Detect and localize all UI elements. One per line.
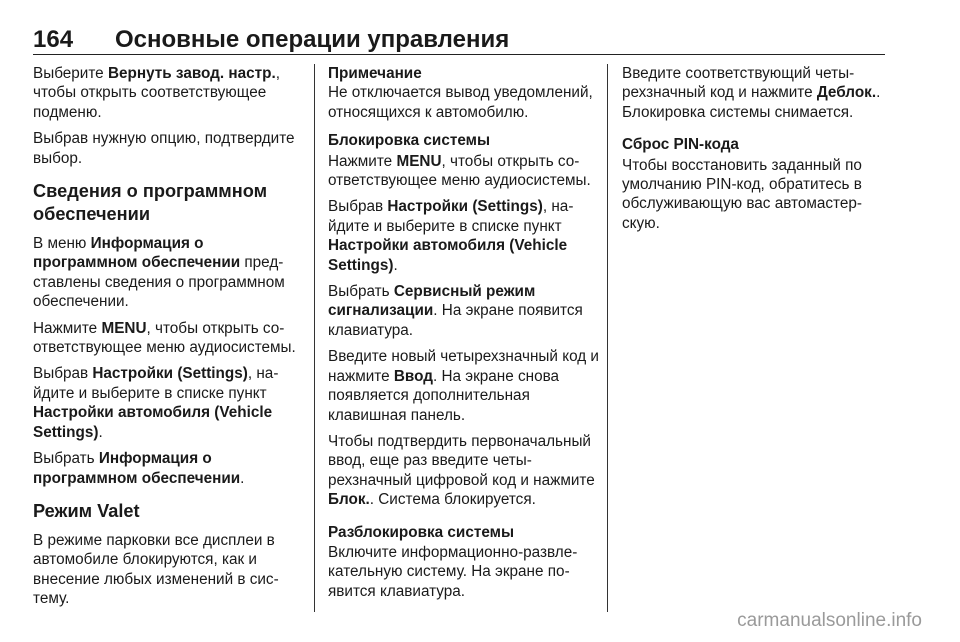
menu-item-reference: Информация о программном обеспечении xyxy=(33,235,241,272)
subheading-system-unlock: Разблокировка системы xyxy=(328,523,515,541)
paragraph: Нажмите MENU, чтобы открыть соответствующее меню аудиосистемы. xyxy=(33,319,296,357)
note-box xyxy=(328,64,600,122)
paragraph: Выбрав Настройки (Settings), найдите и выберите в списке пункт Настройки автомобиля (Vehicle Settings). xyxy=(328,198,574,274)
column-divider xyxy=(607,64,608,612)
page-title: Основные операции управления xyxy=(115,26,510,53)
column-2 xyxy=(328,64,600,608)
column-divider xyxy=(314,64,315,612)
menu-item-reference: Вернуть завод. настр. xyxy=(107,65,276,82)
paragraph: Введите новый четырехзначный код и нажмите Ввод. На экране снова появляется дополнительная клавишная панель. xyxy=(328,348,599,424)
paragraph: Выбрать Информация о программном обеспечении. xyxy=(33,450,245,487)
paragraph: Выбрав нужную опцию, подтвердите выбор. xyxy=(33,130,295,167)
button-reference: MENU xyxy=(101,319,147,337)
paragraph: Выберите Вернуть завод. настр., чтобы открыть соответствующее подменю. xyxy=(33,65,280,121)
note-text: Не отключается вывод уведомлений, относящихся к автомобилю. xyxy=(328,84,593,121)
paragraph: Включите информационно-развлекательную систему. На экране появится клавиатура. xyxy=(328,543,578,600)
paragraph: В меню Информация о программном обеспечении представлены сведения о программном обеспечении. xyxy=(33,235,285,311)
column-1 xyxy=(33,64,301,616)
menu-item-reference: Настройки (Settings) xyxy=(92,365,248,383)
paragraph: Выбрать Сервисный режим сигнализации. На экране появится клавиатура. xyxy=(328,283,583,339)
page-number: 164 xyxy=(33,26,74,53)
header-divider xyxy=(33,54,885,55)
menu-item-reference: Настройки (Settings) xyxy=(387,198,543,216)
subheading-pin-reset: Сброс PIN-кода xyxy=(622,136,739,154)
subheading-system-lock: Блокировка системы xyxy=(328,132,491,150)
paragraph: Чтобы подтвердить первоначальный ввод, еще раз введите четырехзначный цифровой код и нажмите Блок.. Система блокируется. xyxy=(328,432,595,509)
paragraph: В режиме парковки все дисплеи в автомобиле блокируются, как и внесение любых изменений в систему. xyxy=(33,531,279,608)
button-reference: Блок. xyxy=(328,491,370,509)
watermark: carmanualsonline.info xyxy=(737,610,922,631)
paragraph: Введите соответствующий четырехзначный код и нажмите Деблок.. Блокировка системы снимается. xyxy=(622,65,881,121)
paragraph: Чтобы восстановить заданный по умолчанию PIN-код, обратитесь в обслуживающую вас автомастерскую. xyxy=(622,156,862,232)
paragraph: Выбрав Настройки (Settings), найдите и выберите в списке пункт Настройки автомобиля (Vehicle Settings). xyxy=(33,365,279,441)
button-reference: Деблок. xyxy=(816,84,877,102)
menu-item-reference: Настройки автомобиля (Vehicle Settings) xyxy=(33,404,273,441)
column-3 xyxy=(622,64,894,240)
button-reference: MENU xyxy=(396,152,442,170)
section-heading-valet: Режим Valet xyxy=(33,500,140,521)
button-reference: Ввод xyxy=(393,367,433,385)
menu-item-reference: Сервисный режим сигнализации xyxy=(328,283,536,320)
menu-item-reference: Настройки автомобиля (Vehicle Settings) xyxy=(328,237,568,274)
menu-item-reference: Информация о программном обеспечении xyxy=(33,450,241,487)
page-header xyxy=(33,26,885,54)
section-heading-software-info: Сведения о программном обеспечении xyxy=(33,181,268,225)
paragraph: Нажмите MENU, чтобы открыть соответствующее меню аудиосистемы. xyxy=(328,152,591,190)
note-title: Примечание xyxy=(328,65,422,82)
